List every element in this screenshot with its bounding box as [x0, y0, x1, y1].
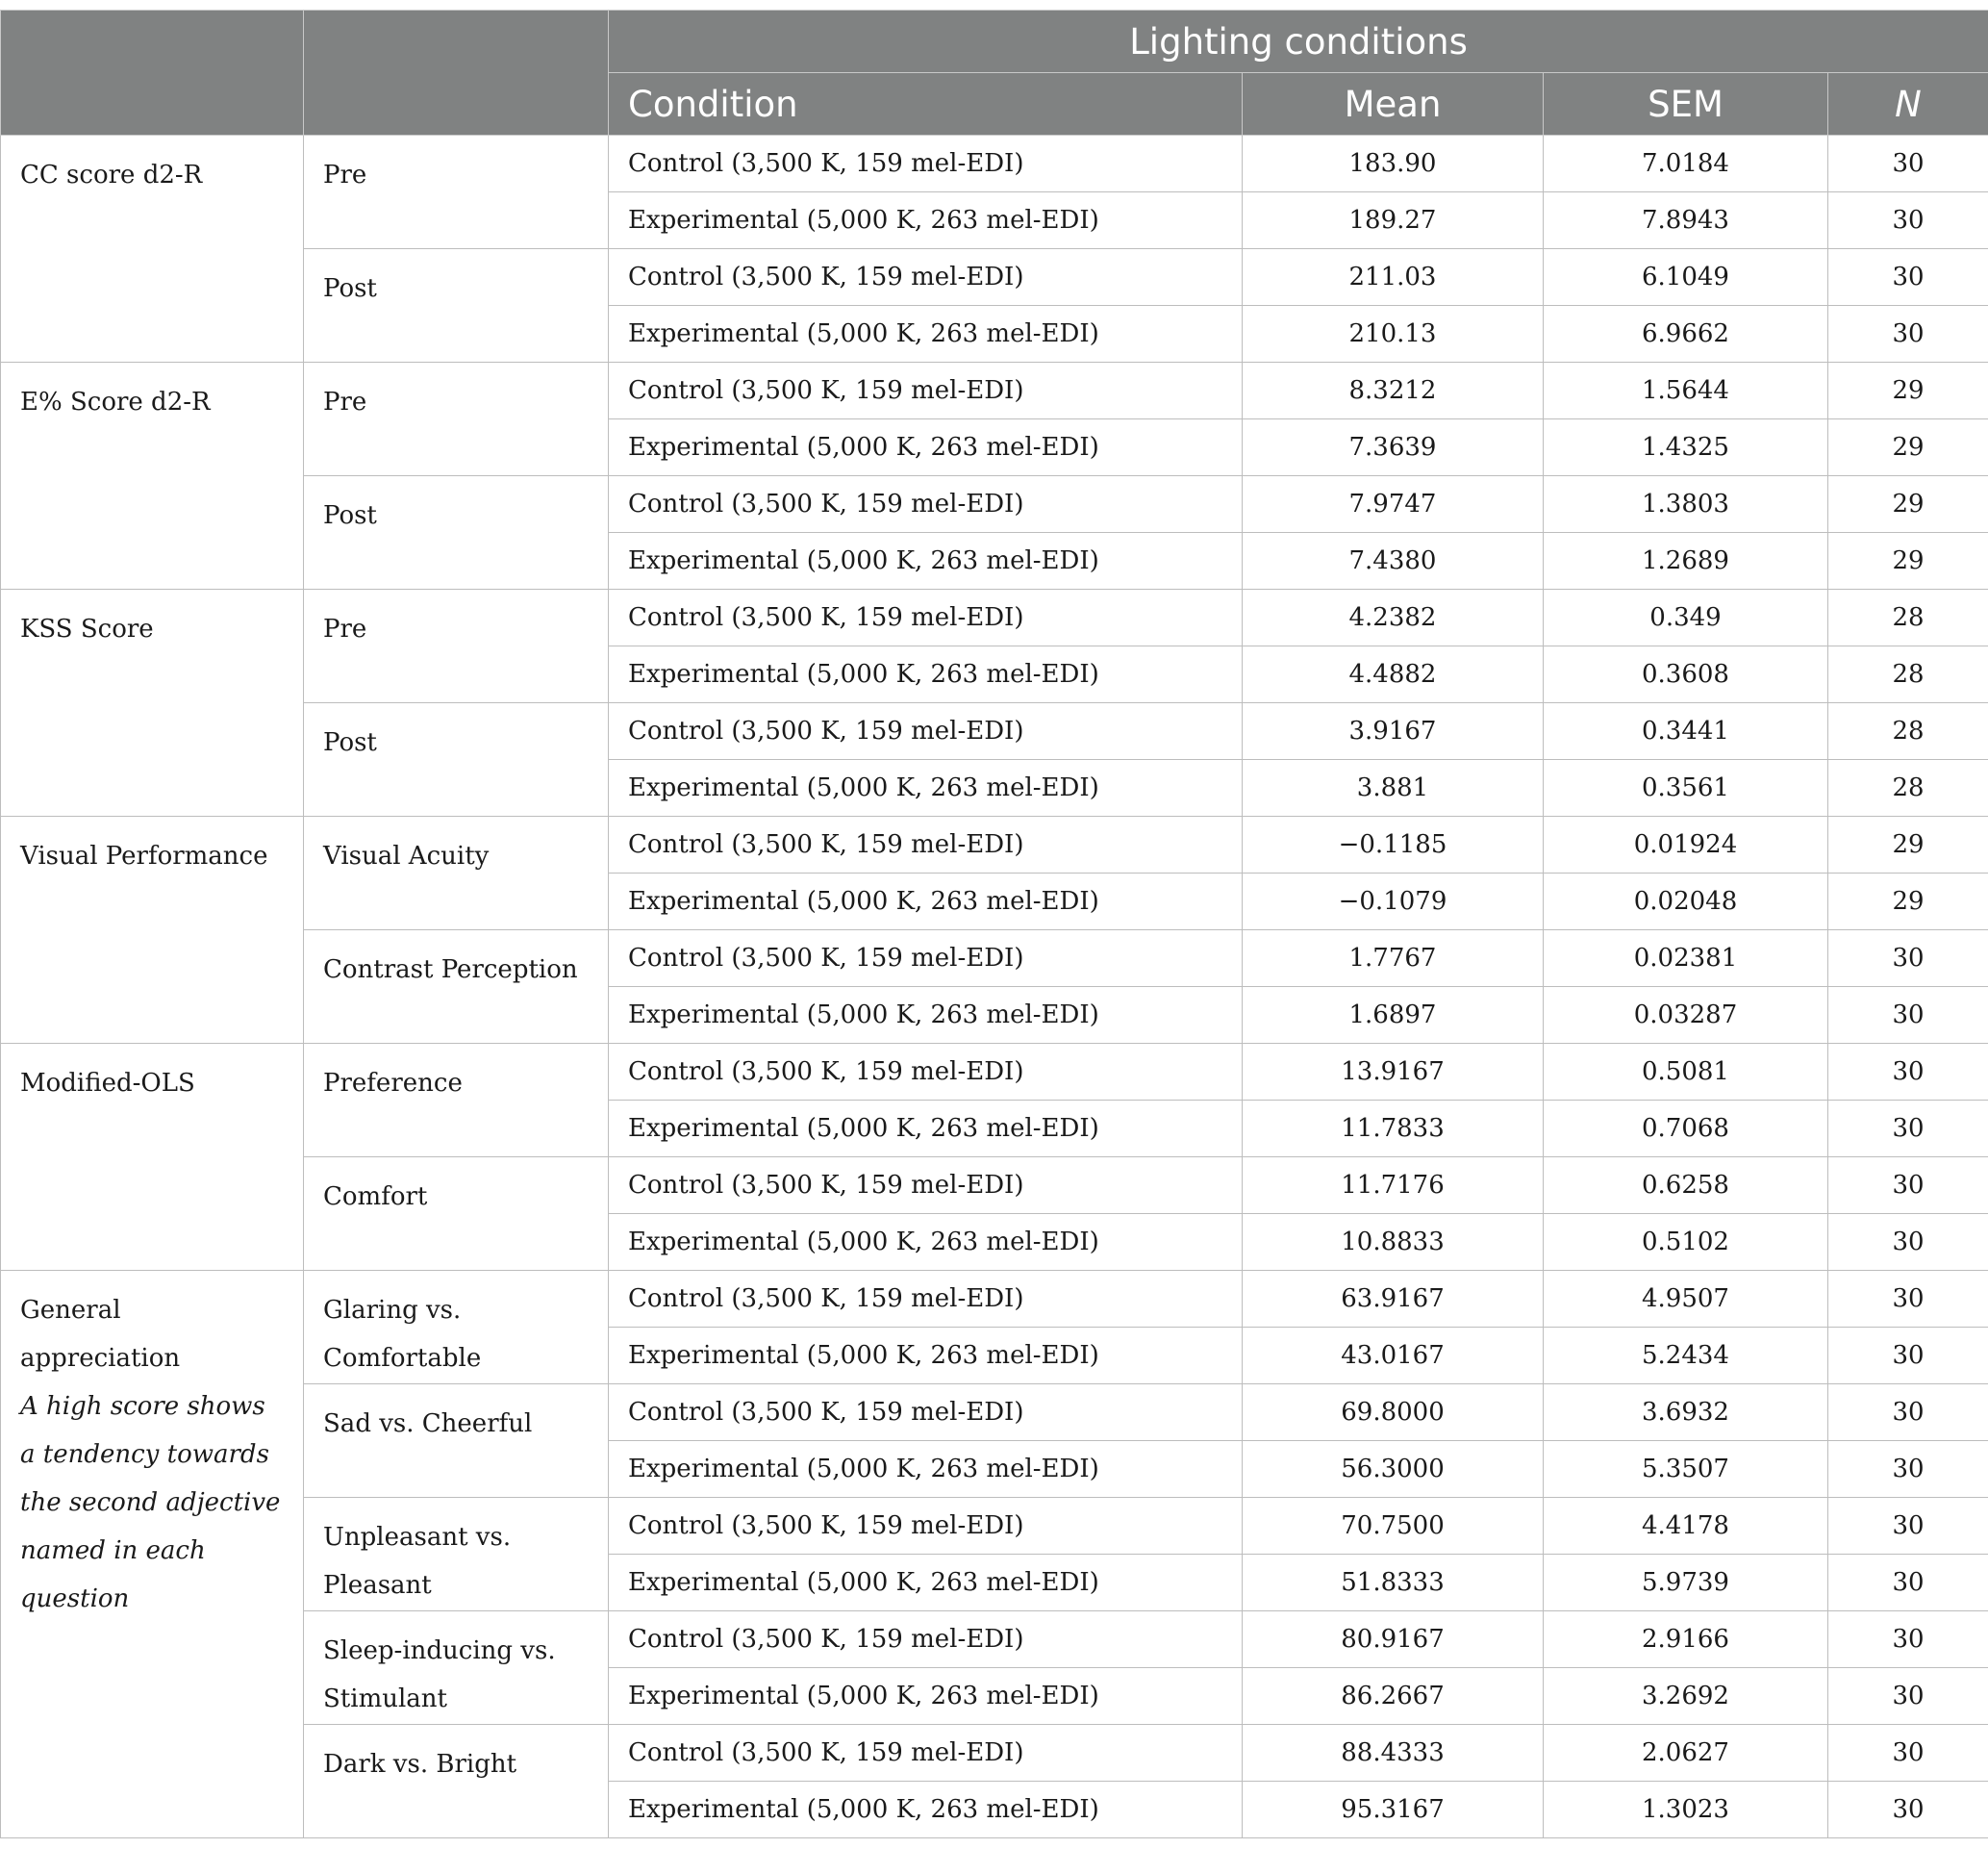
- condition-cell: Control (3,500 K, 159 mel-EDI): [609, 1271, 1243, 1328]
- mean-cell: 8.3212: [1243, 363, 1544, 419]
- mean-cell: 10.8833: [1243, 1214, 1544, 1271]
- n-cell: 30: [1828, 1101, 1988, 1157]
- subscale-label: Preference: [304, 1044, 609, 1157]
- mean-cell: 11.7833: [1243, 1101, 1544, 1157]
- measure-label: KSS Score: [20, 615, 154, 644]
- n-cell: 29: [1828, 874, 1988, 930]
- mean-cell: 95.3167: [1243, 1782, 1544, 1838]
- header-n: N: [1828, 73, 1988, 136]
- mean-cell: 4.2382: [1243, 590, 1544, 646]
- measure-cell: [1, 817, 304, 1044]
- mean-cell: −0.1079: [1243, 874, 1544, 930]
- n-cell: 29: [1828, 363, 1988, 419]
- sem-cell: 0.03287: [1544, 987, 1828, 1044]
- mean-cell: 80.9167: [1243, 1611, 1544, 1668]
- measure-label: Modified-OLS: [20, 1069, 195, 1098]
- sem-cell: 2.9166: [1544, 1611, 1828, 1668]
- n-cell: 30: [1828, 1271, 1988, 1328]
- mean-cell: 51.8333: [1243, 1555, 1544, 1611]
- sem-cell: 5.3507: [1544, 1441, 1828, 1498]
- n-cell: 28: [1828, 646, 1988, 703]
- measure-cell: [1, 1044, 304, 1271]
- n-cell: 30: [1828, 1782, 1988, 1838]
- table-row: [1, 817, 1988, 874]
- header-condition: Condition: [609, 73, 1243, 136]
- sem-cell: 0.02381: [1544, 930, 1828, 987]
- mean-cell: 70.7500: [1243, 1498, 1544, 1555]
- n-cell: 29: [1828, 817, 1988, 874]
- condition-cell: Control (3,500 K, 159 mel-EDI): [609, 930, 1243, 987]
- sem-cell: 5.9739: [1544, 1555, 1828, 1611]
- condition-cell: Control (3,500 K, 159 mel-EDI): [609, 817, 1243, 874]
- measure-label: General appreciation: [20, 1296, 181, 1373]
- sem-cell: 4.9507: [1544, 1271, 1828, 1328]
- mean-cell: 7.3639: [1243, 419, 1544, 476]
- sem-cell: 1.4325: [1544, 419, 1828, 476]
- mean-cell: 210.13: [1243, 306, 1544, 363]
- condition-cell: Control (3,500 K, 159 mel-EDI): [609, 1044, 1243, 1101]
- condition-cell: Control (3,500 K, 159 mel-EDI): [609, 590, 1243, 646]
- condition-cell: Control (3,500 K, 159 mel-EDI): [609, 249, 1243, 306]
- subscale-label: Post: [304, 249, 609, 363]
- header-blank-subscale: [304, 11, 609, 136]
- subscale-label: Post: [304, 703, 609, 817]
- measure-label: E% Score d2-R: [20, 388, 211, 417]
- condition-cell: Experimental (5,000 K, 263 mel-EDI): [609, 1101, 1243, 1157]
- n-cell: 30: [1828, 192, 1988, 249]
- condition-cell: Experimental (5,000 K, 263 mel-EDI): [609, 1782, 1243, 1838]
- results-table: [0, 10, 1988, 1838]
- header-blank-measure: [1, 11, 304, 136]
- sem-cell: 0.6258: [1544, 1157, 1828, 1214]
- sem-cell: 3.6932: [1544, 1384, 1828, 1441]
- n-cell: 30: [1828, 1384, 1988, 1441]
- n-cell: 30: [1828, 1328, 1988, 1384]
- measure-label: CC score d2-R: [20, 161, 203, 190]
- subscale-label: Pre: [304, 363, 609, 476]
- condition-cell: Control (3,500 K, 159 mel-EDI): [609, 476, 1243, 533]
- condition-cell: Experimental (5,000 K, 263 mel-EDI): [609, 533, 1243, 590]
- subscale-label: Contrast Perception: [304, 930, 609, 1044]
- sem-cell: 6.1049: [1544, 249, 1828, 306]
- condition-cell: Control (3,500 K, 159 mel-EDI): [609, 1384, 1243, 1441]
- table-row: [1, 136, 1988, 192]
- table-header: [1, 11, 1988, 136]
- mean-cell: 1.7767: [1243, 930, 1544, 987]
- n-cell: 29: [1828, 476, 1988, 533]
- measure-cell: [1, 1271, 304, 1838]
- sem-cell: 0.3441: [1544, 703, 1828, 760]
- subscale-label: Unpleasant vs. Pleasant: [304, 1498, 609, 1611]
- mean-cell: 183.90: [1243, 136, 1544, 192]
- n-cell: 30: [1828, 1441, 1988, 1498]
- condition-cell: Experimental (5,000 K, 263 mel-EDI): [609, 874, 1243, 930]
- condition-cell: Experimental (5,000 K, 263 mel-EDI): [609, 987, 1243, 1044]
- n-cell: 29: [1828, 419, 1988, 476]
- condition-cell: Experimental (5,000 K, 263 mel-EDI): [609, 419, 1243, 476]
- subscale-label: Comfort: [304, 1157, 609, 1271]
- table-row: [1, 1271, 1988, 1328]
- mean-cell: 4.4882: [1243, 646, 1544, 703]
- condition-cell: Experimental (5,000 K, 263 mel-EDI): [609, 192, 1243, 249]
- condition-cell: Control (3,500 K, 159 mel-EDI): [609, 1725, 1243, 1782]
- sem-cell: 7.0184: [1544, 136, 1828, 192]
- condition-cell: Experimental (5,000 K, 263 mel-EDI): [609, 1441, 1243, 1498]
- mean-cell: −0.1185: [1243, 817, 1544, 874]
- sem-cell: 0.3561: [1544, 760, 1828, 817]
- table-row: [1, 590, 1988, 646]
- sem-cell: 0.5102: [1544, 1214, 1828, 1271]
- table-row: [1, 363, 1988, 419]
- n-cell: 30: [1828, 1555, 1988, 1611]
- n-cell: 29: [1828, 533, 1988, 590]
- mean-cell: 69.8000: [1243, 1384, 1544, 1441]
- n-cell: 30: [1828, 306, 1988, 363]
- header-mean: Mean: [1243, 73, 1544, 136]
- n-cell: 28: [1828, 590, 1988, 646]
- n-cell: 28: [1828, 760, 1988, 817]
- subscale-label: Pre: [304, 590, 609, 703]
- subscale-label: Glaring vs. Comfortable: [304, 1271, 609, 1384]
- mean-cell: 3.9167: [1243, 703, 1544, 760]
- table-row: [1, 1044, 1988, 1101]
- n-cell: 30: [1828, 1611, 1988, 1668]
- subscale-label: Dark vs. Bright: [304, 1725, 609, 1838]
- n-cell: 28: [1828, 703, 1988, 760]
- n-cell: 30: [1828, 249, 1988, 306]
- condition-cell: Control (3,500 K, 159 mel-EDI): [609, 363, 1243, 419]
- sem-cell: 4.4178: [1544, 1498, 1828, 1555]
- condition-cell: Control (3,500 K, 159 mel-EDI): [609, 703, 1243, 760]
- subscale-label: Visual Acuity: [304, 817, 609, 930]
- sem-cell: 0.02048: [1544, 874, 1828, 930]
- measure-note: A high score shows a tendency towards the second adjective named in each question: [20, 1392, 281, 1613]
- n-cell: 30: [1828, 1157, 1988, 1214]
- condition-cell: Experimental (5,000 K, 263 mel-EDI): [609, 306, 1243, 363]
- n-cell: 30: [1828, 1214, 1988, 1271]
- mean-cell: 7.4380: [1243, 533, 1544, 590]
- measure-cell: [1, 363, 304, 590]
- measure-label: Visual Performance: [20, 842, 268, 871]
- sem-cell: 7.8943: [1544, 192, 1828, 249]
- mean-cell: 11.7176: [1243, 1157, 1544, 1214]
- condition-cell: Control (3,500 K, 159 mel-EDI): [609, 1157, 1243, 1214]
- measure-cell: [1, 590, 304, 817]
- n-cell: 30: [1828, 1498, 1988, 1555]
- sem-cell: 2.0627: [1544, 1725, 1828, 1782]
- sem-cell: 0.349: [1544, 590, 1828, 646]
- sem-cell: 1.5644: [1544, 363, 1828, 419]
- mean-cell: 189.27: [1243, 192, 1544, 249]
- subscale-label: Sleep-inducing vs. Stimulant: [304, 1611, 609, 1725]
- sem-cell: 3.2692: [1544, 1668, 1828, 1725]
- mean-cell: 63.9167: [1243, 1271, 1544, 1328]
- mean-cell: 56.3000: [1243, 1441, 1544, 1498]
- measure-cell: [1, 136, 304, 363]
- mean-cell: 7.9747: [1243, 476, 1544, 533]
- subscale-label: Pre: [304, 136, 609, 249]
- table-body: [1, 136, 1988, 1838]
- n-cell: 30: [1828, 987, 1988, 1044]
- sem-cell: 0.5081: [1544, 1044, 1828, 1101]
- mean-cell: 13.9167: [1243, 1044, 1544, 1101]
- condition-cell: Control (3,500 K, 159 mel-EDI): [609, 1611, 1243, 1668]
- header-row-top: [1, 11, 1988, 73]
- condition-cell: Experimental (5,000 K, 263 mel-EDI): [609, 1668, 1243, 1725]
- n-cell: 30: [1828, 1668, 1988, 1725]
- sem-cell: 0.7068: [1544, 1101, 1828, 1157]
- condition-cell: Experimental (5,000 K, 263 mel-EDI): [609, 646, 1243, 703]
- sem-cell: 5.2434: [1544, 1328, 1828, 1384]
- n-cell: 30: [1828, 1044, 1988, 1101]
- condition-cell: Control (3,500 K, 159 mel-EDI): [609, 1498, 1243, 1555]
- mean-cell: 43.0167: [1243, 1328, 1544, 1384]
- mean-cell: 86.2667: [1243, 1668, 1544, 1725]
- sem-cell: 1.2689: [1544, 533, 1828, 590]
- sem-cell: 0.3608: [1544, 646, 1828, 703]
- condition-cell: Experimental (5,000 K, 263 mel-EDI): [609, 1555, 1243, 1611]
- condition-cell: Experimental (5,000 K, 263 mel-EDI): [609, 760, 1243, 817]
- sem-cell: 6.9662: [1544, 306, 1828, 363]
- condition-cell: Experimental (5,000 K, 263 mel-EDI): [609, 1214, 1243, 1271]
- sem-cell: 1.3023: [1544, 1782, 1828, 1838]
- subscale-label: Post: [304, 476, 609, 590]
- n-cell: 30: [1828, 136, 1988, 192]
- sem-cell: 0.01924: [1544, 817, 1828, 874]
- condition-cell: Control (3,500 K, 159 mel-EDI): [609, 136, 1243, 192]
- header-sem: SEM: [1544, 73, 1828, 136]
- n-cell: 30: [1828, 930, 1988, 987]
- mean-cell: 211.03: [1243, 249, 1544, 306]
- mean-cell: 88.4333: [1243, 1725, 1544, 1782]
- condition-cell: Experimental (5,000 K, 263 mel-EDI): [609, 1328, 1243, 1384]
- mean-cell: 1.6897: [1243, 987, 1544, 1044]
- subscale-label: Sad vs. Cheerful: [304, 1384, 609, 1498]
- mean-cell: 3.881: [1243, 760, 1544, 817]
- sem-cell: 1.3803: [1544, 476, 1828, 533]
- n-cell: 30: [1828, 1725, 1988, 1782]
- header-lighting-conditions: Lighting conditions: [609, 11, 1988, 73]
